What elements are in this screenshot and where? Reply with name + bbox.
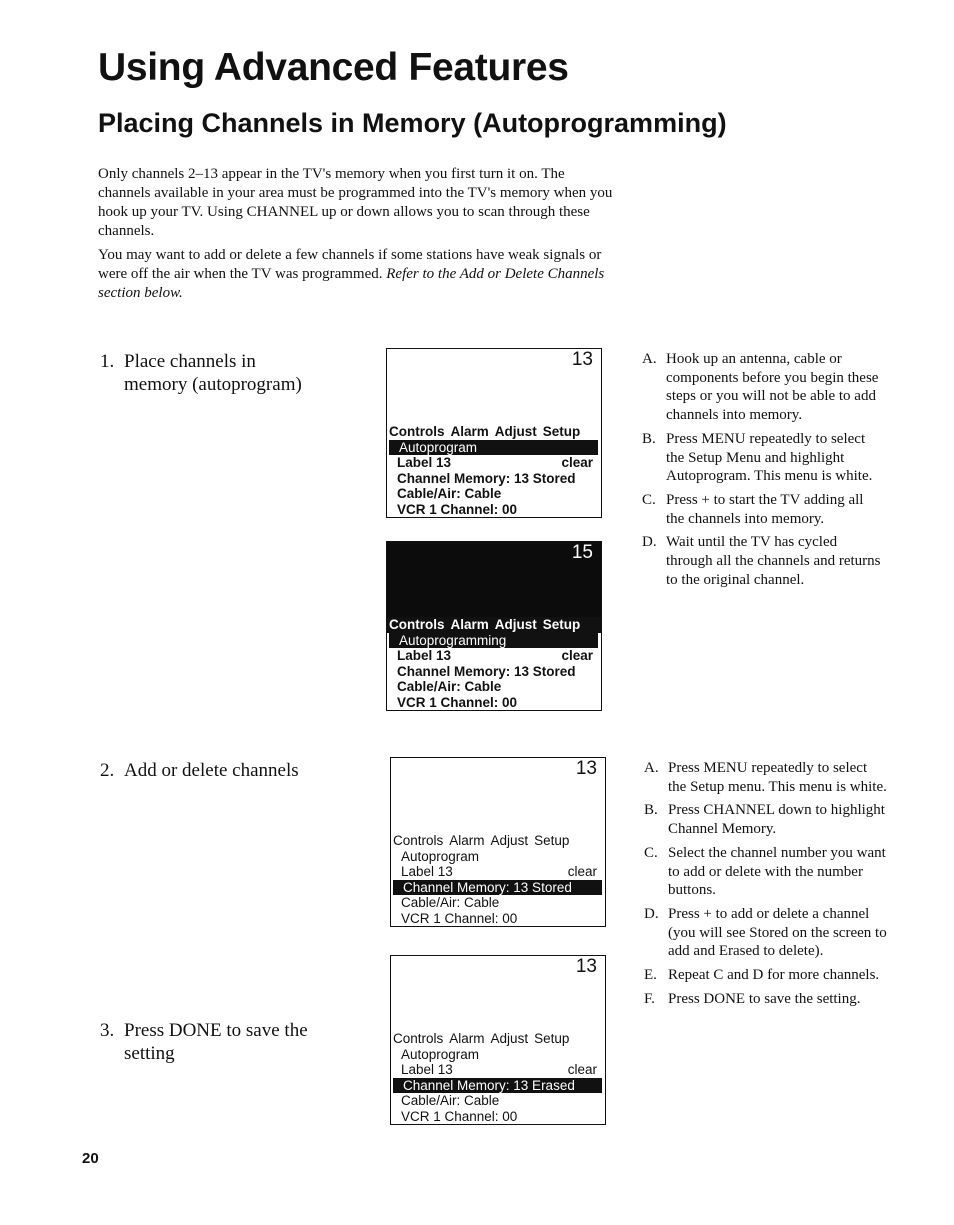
step-1-number: 1. <box>100 351 115 372</box>
setup-menu <box>387 617 601 710</box>
menu-item-autoprogram-highlighted: Autoprogram <box>389 440 598 456</box>
step-1-heading <box>100 350 302 396</box>
instruction-label: B. <box>642 430 656 447</box>
menu-adjust: Adjust <box>494 617 537 632</box>
menu-alarm: Alarm <box>450 424 489 439</box>
instruction-label: A. <box>642 351 657 367</box>
label-clear: clear <box>567 864 597 879</box>
menu-item-autoprogram: Autoprogram <box>401 848 480 864</box>
instruction-label: C. <box>644 844 658 861</box>
instruction-text: Wait until the TV has cycled through all the channels and returns to the original channel. <box>666 534 881 588</box>
instruction-label: B. <box>644 802 658 819</box>
channel-number: 13 <box>575 758 597 779</box>
menu-setup: Setup <box>542 424 581 439</box>
instruction-text: Press MENU repeatedly to select the Setup menu. This menu is white. <box>668 760 887 795</box>
setup-menu <box>391 833 605 926</box>
instruction-text: Repeat C and D for more channels. <box>668 967 880 984</box>
label-text: Label 13 <box>401 864 453 879</box>
menu-item-label <box>387 455 601 471</box>
menu-bar <box>391 1031 605 1047</box>
intro-paragraph-2-text: You may want to add or delete a few channels if some stations have weak signals or were off the air when the TV was programmed. <box>98 247 602 282</box>
menu-alarm: Alarm <box>450 617 489 632</box>
menu-adjust: Adjust <box>490 1031 529 1046</box>
label-text: Label 13 <box>397 648 452 663</box>
instruction-item <box>642 533 882 589</box>
menu-item-vcr-channel: VCR 1 Channel: 00 <box>401 1108 518 1124</box>
menu-item-channel-memory: Channel Memory: 13 Stored <box>397 470 576 486</box>
instruction-text: Press + to start the TV adding all the channels into memory. <box>666 491 864 527</box>
instruction-text: Press CHANNEL down to highlight Channel Memory. <box>668 802 885 838</box>
instruction-label: C. <box>642 491 656 508</box>
instruction-label: A. <box>644 760 659 776</box>
tv-video-area <box>387 542 601 619</box>
step-1-line-1: Place channels in <box>124 351 256 372</box>
setup-menu <box>387 424 601 517</box>
intro-paragraph-2 <box>98 246 618 303</box>
step-1-line-2: memory (autoprogram) <box>124 374 302 395</box>
tv-screen-autoprogram <box>386 348 602 518</box>
label-text: Label 13 <box>397 455 452 470</box>
menu-controls: Controls <box>393 1031 444 1046</box>
instruction-item <box>642 491 882 528</box>
step-3-line-1: Press DONE to save the <box>124 1020 308 1041</box>
page-number: 20 <box>82 1150 99 1167</box>
menu-item-cable-air: Cable/Air: Cable <box>401 895 500 910</box>
step-3-line-2: setting <box>124 1043 175 1064</box>
menu-bar <box>391 833 605 849</box>
menu-item-cable-air: Cable/Air: Cable <box>397 679 502 694</box>
menu-controls: Controls <box>389 424 445 439</box>
instruction-item <box>644 905 888 961</box>
label-clear: clear <box>561 648 593 663</box>
menu-setup: Setup <box>534 1031 570 1046</box>
instruction-text: Hook up an antenna, cable or components before you begin these steps or you will not be able to add channels into memory. <box>666 351 879 424</box>
tv-screen-autoprogramming <box>386 541 602 711</box>
instruction-item <box>642 350 882 425</box>
menu-controls: Controls <box>389 617 445 632</box>
instruction-label: D. <box>642 534 657 551</box>
channel-number: 15 <box>571 542 593 563</box>
menu-item-channel-memory-highlighted: Channel Memory: 13 Erased <box>393 1078 602 1094</box>
page-title: Using Advanced Features <box>98 46 569 89</box>
step-3-heading <box>100 1019 308 1065</box>
menu-item-vcr-channel: VCR 1 Channel: 00 <box>401 910 518 926</box>
menu-controls: Controls <box>393 833 444 848</box>
intro-paragraph-1: Only channels 2–13 appear in the TV's memory when you first turn it on. The channels available in your area must be programmed into the TV's memory when you hook up your TV. Using CHANNEL up or down allows you to scan through these channels. <box>98 166 613 239</box>
menu-alarm: Alarm <box>449 833 485 848</box>
instruction-text: Press DONE to save the setting. <box>668 990 861 1007</box>
instructions-step-2 <box>644 759 888 1013</box>
section-title: Placing Channels in Memory (Autoprogramming) <box>98 108 727 138</box>
instruction-text: Press + to add or delete a channel (you will see Stored on the screen to add and Erased to delete). <box>668 905 887 960</box>
menu-adjust: Adjust <box>490 833 529 848</box>
setup-menu <box>391 1031 605 1124</box>
menu-item-vcr-channel: VCR 1 Channel: 00 <box>397 501 518 517</box>
step-2-line-1: Add or delete channels <box>124 760 299 781</box>
intro-paragraph-2-reference: Refer to the Add or Delete Channels section below. <box>98 266 605 301</box>
menu-item-autoprogram: Autoprogram <box>401 1046 480 1062</box>
menu-alarm: Alarm <box>449 1031 485 1046</box>
channel-number: 13 <box>571 349 593 370</box>
instructions-step-1 <box>642 350 882 594</box>
instruction-label: E. <box>644 967 657 984</box>
instruction-item <box>644 990 888 1009</box>
menu-item-cable-air: Cable/Air: Cable <box>397 486 502 501</box>
menu-item-label <box>391 1062 605 1078</box>
menu-item-channel-memory: Channel Memory: 13 Stored <box>397 663 576 679</box>
instruction-item <box>644 759 888 796</box>
menu-item-autoprogramming-highlighted: Autoprogramming <box>389 633 598 649</box>
menu-bar <box>387 617 601 633</box>
menu-bar <box>387 424 601 440</box>
menu-item-vcr-channel: VCR 1 Channel: 00 <box>397 694 518 710</box>
channel-number: 13 <box>575 956 597 977</box>
instruction-item <box>644 801 888 838</box>
instruction-item <box>642 430 882 486</box>
tv-screen-channel-stored <box>390 757 606 927</box>
instruction-item <box>644 844 888 900</box>
instruction-text: Select the channel number you want to add or delete with the number buttons. <box>668 844 886 899</box>
menu-item-label <box>387 648 601 664</box>
instruction-item <box>644 966 888 985</box>
label-text: Label 13 <box>401 1062 453 1077</box>
label-clear: clear <box>561 455 593 470</box>
menu-adjust: Adjust <box>494 424 537 439</box>
step-3-number: 3. <box>100 1020 115 1041</box>
menu-item-cable-air: Cable/Air: Cable <box>401 1093 500 1108</box>
tv-screen-channel-erased <box>390 955 606 1125</box>
step-2-number: 2. <box>100 760 115 781</box>
instruction-text: Press MENU repeatedly to select the Setup Menu and highlight Autoprogram. This menu is white. <box>666 430 873 485</box>
menu-item-label <box>391 864 605 880</box>
instruction-label: D. <box>644 905 659 922</box>
menu-setup: Setup <box>534 833 570 848</box>
menu-item-channel-memory-highlighted: Channel Memory: 13 Stored <box>393 880 602 896</box>
menu-setup: Setup <box>542 617 581 632</box>
step-2-heading <box>100 759 299 782</box>
instruction-label: F. <box>644 990 655 1007</box>
label-clear: clear <box>567 1062 597 1077</box>
